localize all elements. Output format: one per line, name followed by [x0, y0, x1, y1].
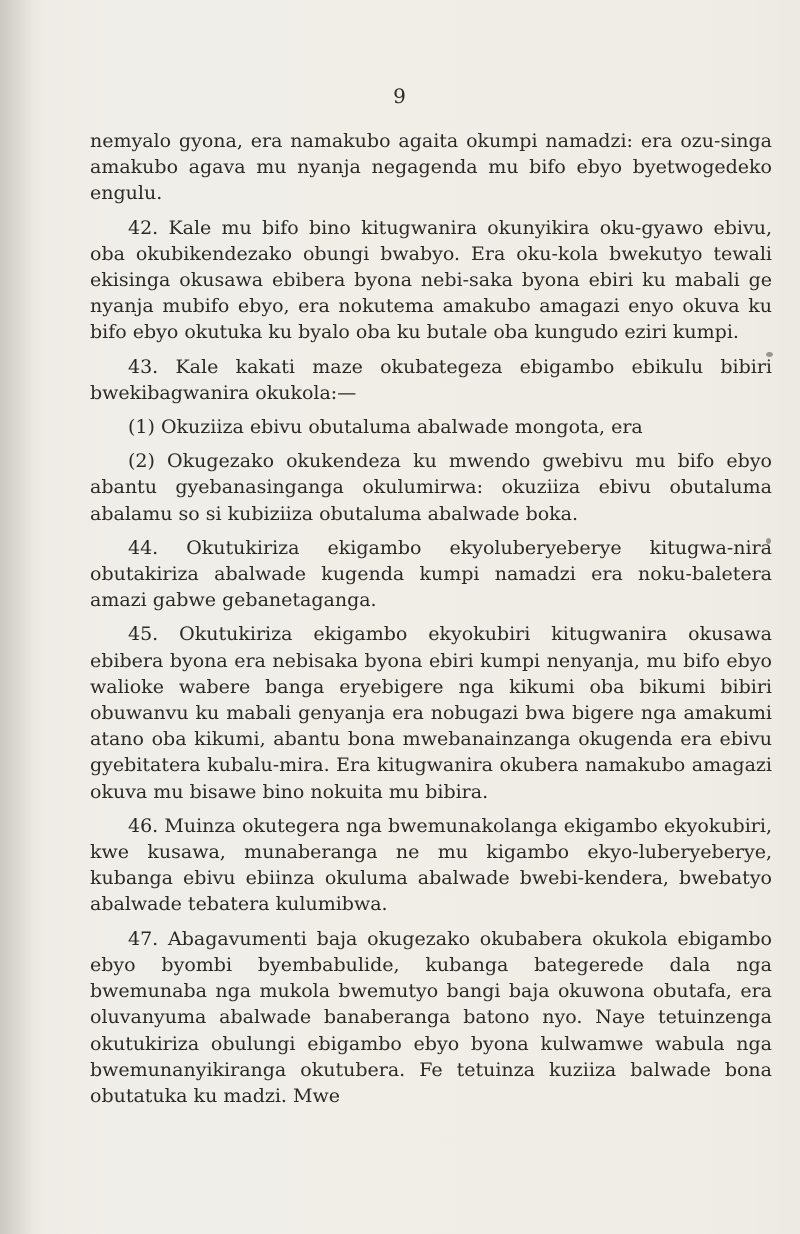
paragraph-42: 42. Kale mu bifo bino kitugwanira okunyikira oku-gyawo ebivu, oba okubikendezako obungi bwabyo. Era oku-kola bwekutyo tewali ekisinga okusawa ebibera byona nebi-saka byona ebiri ku mabali ge nyanja mubifo ebyo, era nokutema amakubo amagazi enyo okuva ku bifo ebyo okutuka ku byalo oba ku butale oba kungudo eziri kumpi. — [90, 216, 772, 344]
paragraph-44: 44. Okutukiriza ekigambo ekyoluberyeberye kitugwa-nira obutakiriza abalwade kugenda kumpi namadzi era noku-baletera amazi gabwe gebanetaganga. — [90, 536, 772, 612]
body-text — [90, 128, 772, 1109]
paragraph-43-item-2: (2) Okugezako okukendeza ku mwendo gwebivu mu bifo ebyo abantu gyebanasinganga okulumirwa: okuziiza ebivu obutaluma abalamu so si kubiziiza obutaluma abalwade boka. — [90, 450, 772, 525]
paragraph-47: 47. Abagavumenti baja okugezako okubabera okukola ebigambo ebyo byombi byembabulide, kubanga bategerede dala nga bwemunaba nga mukola bwemutyo bangi baja okuwona obutafa, era oluvanyuma abalwade banaberanga batono nyo. Naye tetuinzenga okutukiriza obulungi ebigambo ebyo byona kulwamwe wabula nga bwemunanyikiranga okutubera. Fe tetuinza kuziiza balwade bona obutatuka ku madzi. Mwe — [90, 927, 772, 1107]
paragraph-43: 43. Kale kakati maze okubategeza ebigambo ebikulu bibiri bwekibagwanira okukola:— — [90, 355, 772, 404]
page-number: 9 — [393, 84, 407, 108]
paragraph-45: 45. Okutukiriza ekigambo ekyokubiri kitugwanira okusawa ebibera byona era nebisaka byona ebiri kumpi nenyanja, mu bifo ebyo walioke wabere banga eryebigere nga kikumi oba bikumi bibiri obuwanvu ku mabali genyanja era nobugazi bwa bigere nga amakumi atano oba kikumi, abantu bona mwebanainzanga okugenda era ebivu gyebitatera kubalu-mira. Era kitugwanira okubera namakubo amagazi okuva mu bisawe bino nokuita mu bibira. — [90, 623, 772, 803]
paragraph-46: 46. Muinza okutegera nga bwemunakolanga ekigambo ekyokubiri, kwe kusawa, munaberanga ne mu kigambo ekyo-luberyeberye, kubanga ebivu ebiinza okuluma abalwade bwebi-kendera, bwebatyo abalwade tebatera kulumibwa. — [90, 814, 772, 916]
paragraph-continuation: nemyalo gyona, era namakubo agaita okumpi namadzi: era ozu-singa amakubo agava mu nyanja negagenda mu bifo ebyo byetwogedeko engulu. — [90, 130, 772, 205]
paragraph-43-item-1: (1) Okuziiza ebivu obutaluma abalwade mongota, era — [128, 416, 643, 439]
binding-gutter-shadow — [0, 0, 46, 1234]
